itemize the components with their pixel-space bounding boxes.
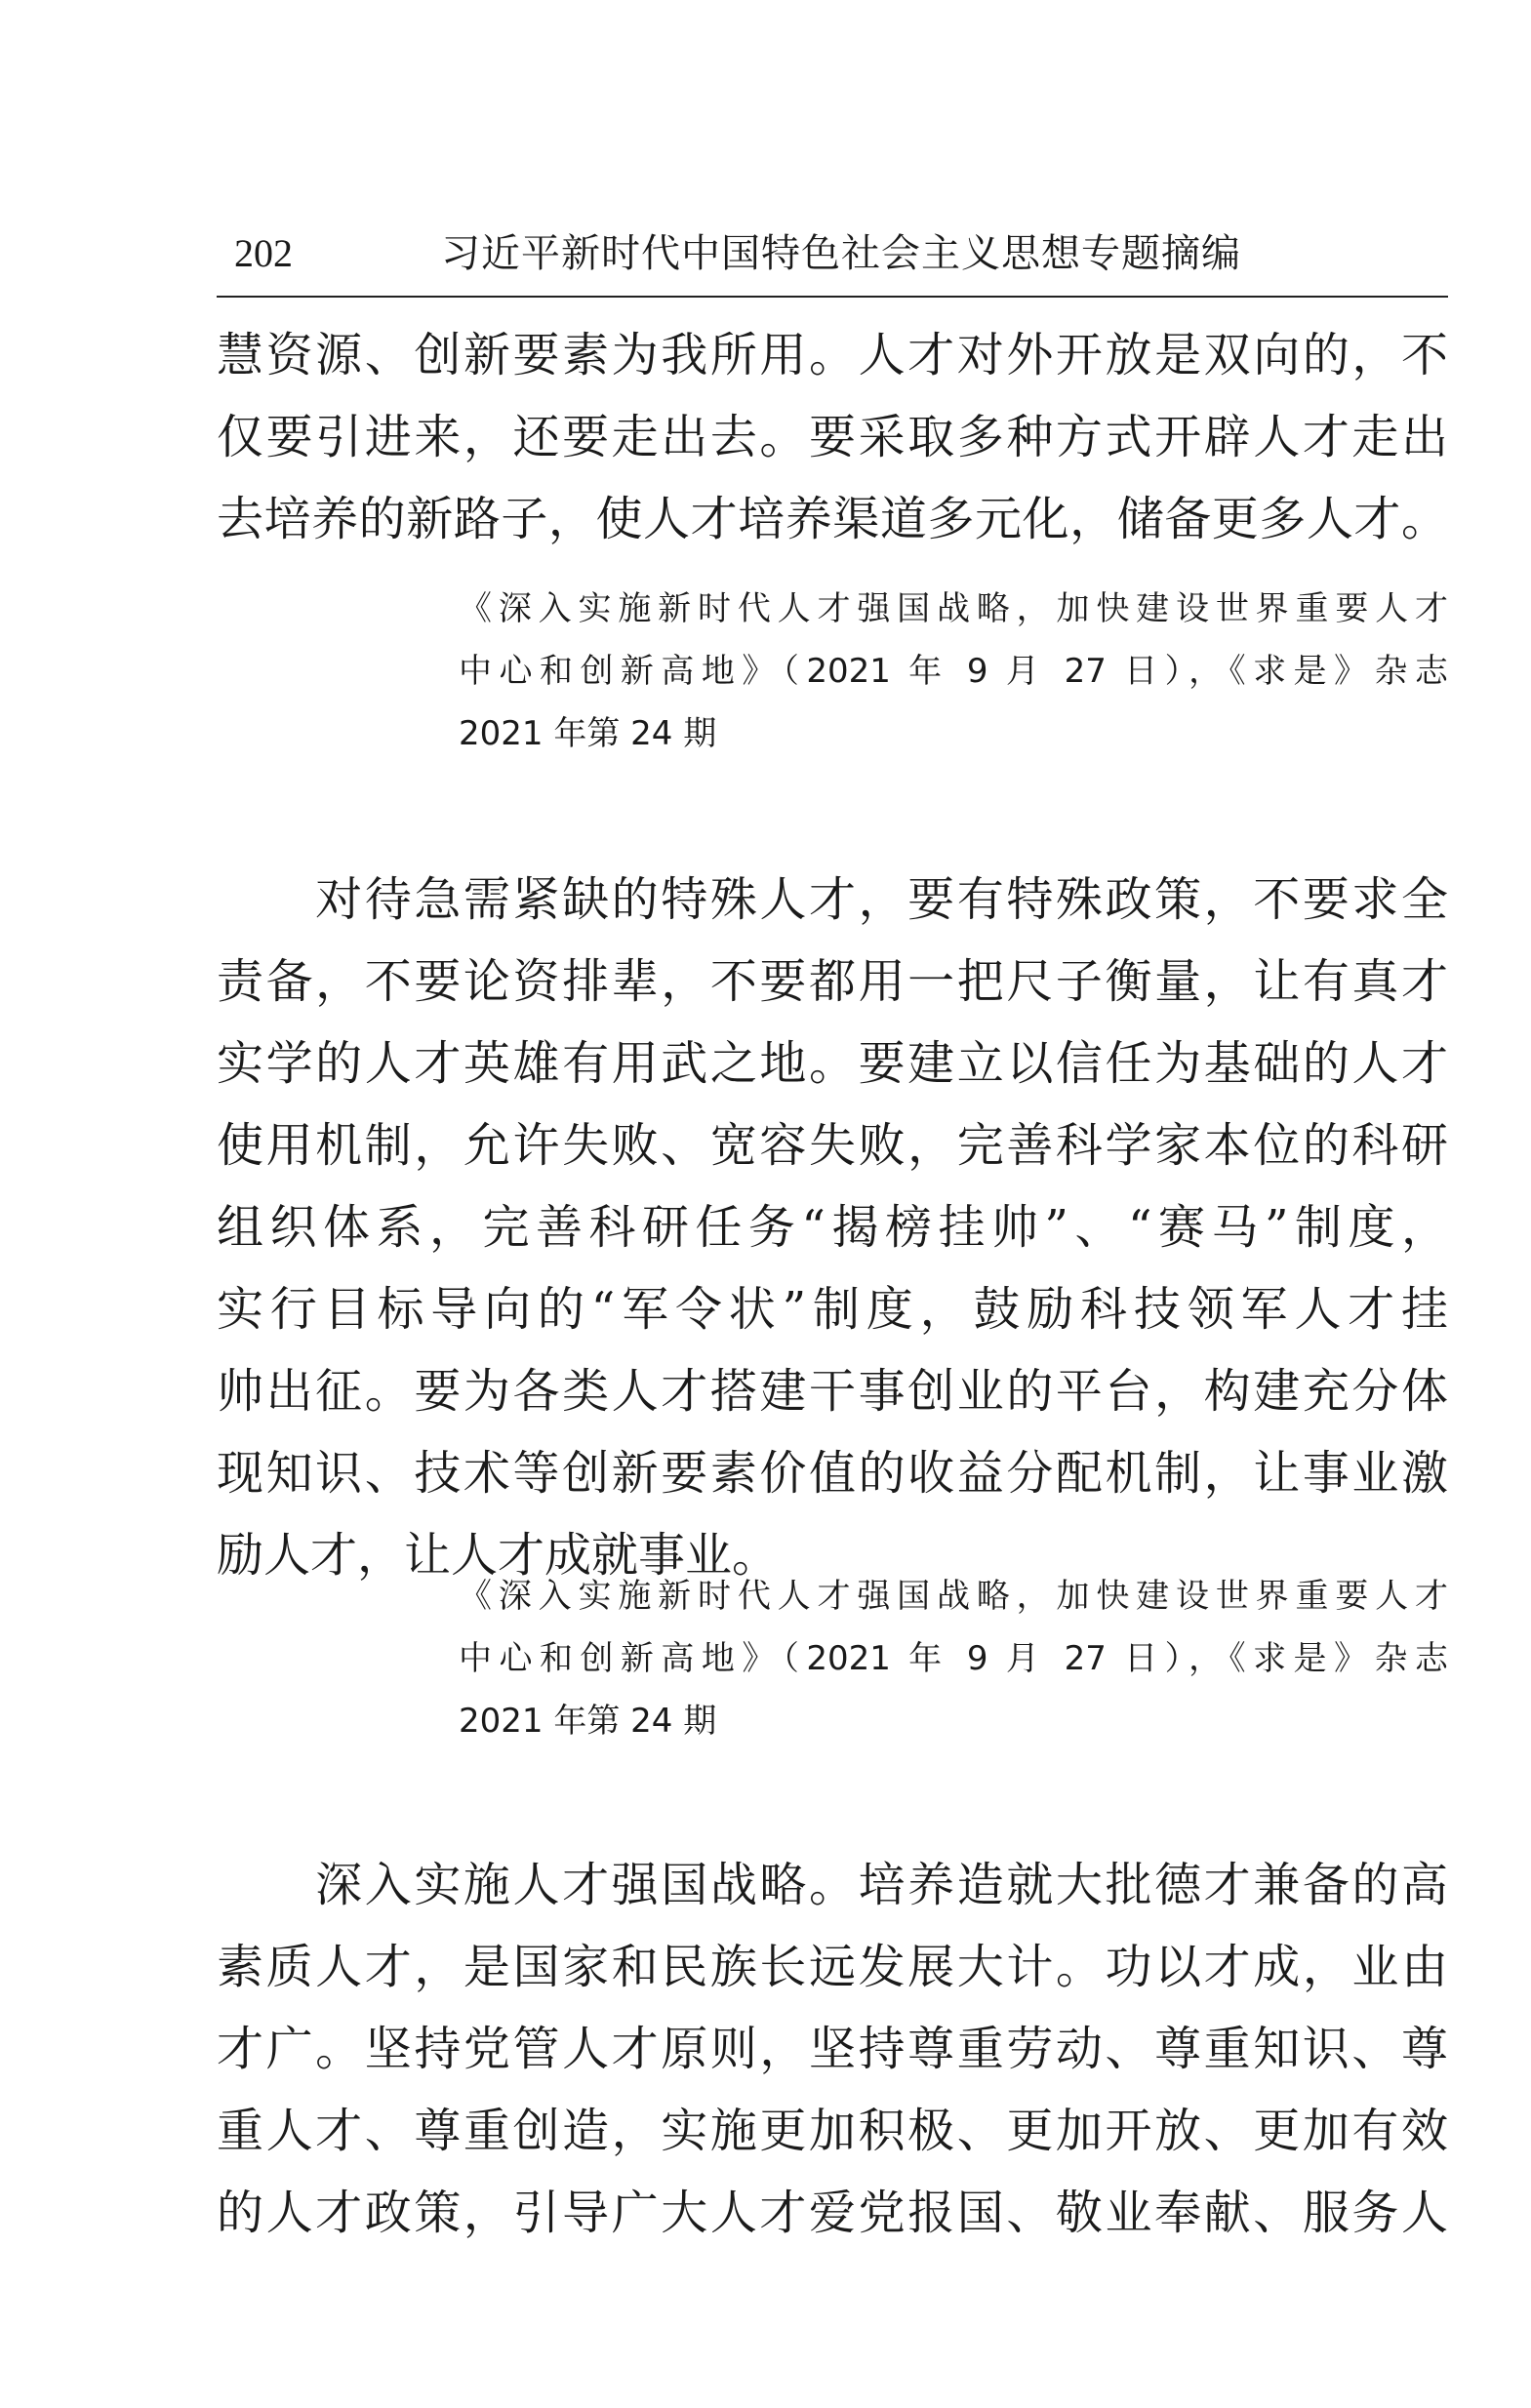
- body-line: 使用机制，允许失败、宽容失败，完善科学家本位的科研: [217, 1118, 1448, 1173]
- body-line: 实行目标导向的“军令状”制度，鼓励科技领军人才挂: [217, 1282, 1448, 1337]
- running-title: 习近平新时代中国特色社会主义思想专题摘编: [441, 231, 1241, 276]
- citation-line: 中心和创新高地》（2021 年 9 月 27 日），《求是》杂志: [459, 652, 1448, 691]
- body-line: 对待急需紧缺的特殊人才，要有特殊政策，不要求全: [217, 872, 1448, 927]
- citation-2: [459, 1565, 1448, 1752]
- citation-line: 《深入实施新时代人才强国战略，加快建设世界重要人才: [459, 1577, 1448, 1616]
- body-line: 励人才，让人才成就事业。: [217, 1528, 780, 1583]
- body-line: 慧资源、创新要素为我所用。人才对外开放是双向的，不: [217, 328, 1448, 382]
- citation-line: 中心和创新高地》（2021 年 9 月 27 日），《求是》杂志: [459, 1639, 1448, 1678]
- body-line: 责备，不要论资排辈，不要都用一把尺子衡量，让有真才: [217, 954, 1448, 1009]
- body-line: 才广。坚持党管人才原则，坚持尊重劳动、尊重知识、尊: [217, 2022, 1448, 2076]
- body-line: 素质人才，是国家和民族长远发展大计。功以才成，业由: [217, 1940, 1448, 1994]
- body-line: 组织体系，完善科研任务“揭榜挂帅”、“赛马”制度，: [217, 1200, 1448, 1255]
- body-line: 重人才、尊重创造，实施更加积极、更加开放、更加有效: [217, 2104, 1448, 2158]
- citation-line: 2021 年第 24 期: [459, 714, 717, 753]
- body-line: 实学的人才英雄有用武之地。要建立以信任为基础的人才: [217, 1036, 1448, 1091]
- body-line: 现知识、技术等创新要素价值的收益分配机制，让事业激: [217, 1446, 1448, 1501]
- page-header: [217, 226, 1448, 285]
- body-line: 去培养的新路子，使人才培养渠道多元化，储备更多人才。: [217, 492, 1448, 546]
- body-line: 的人才政策，引导广大人才爱党报国、敬业奉献、服务人: [217, 2186, 1448, 2240]
- passage-3: [217, 1844, 1448, 2254]
- body-line: 深入实施人才强国战略。培养造就大批德才兼备的高: [217, 1858, 1448, 1912]
- citation-line: 2021 年第 24 期: [459, 1702, 717, 1741]
- page-number: 202: [234, 231, 293, 275]
- body-line: 帅出征。要为各类人才搭建干事创业的平台，构建充分体: [217, 1364, 1448, 1419]
- body-line: 仅要引进来，还要走出去。要采取多种方式开辟人才走出: [217, 410, 1448, 464]
- passage-1: [217, 314, 1448, 560]
- citation-1: [459, 578, 1448, 765]
- passage-2: [217, 859, 1448, 1596]
- header-divider: [217, 296, 1448, 298]
- citation-line: 《深入实施新时代人才强国战略，加快建设世界重要人才: [459, 589, 1448, 628]
